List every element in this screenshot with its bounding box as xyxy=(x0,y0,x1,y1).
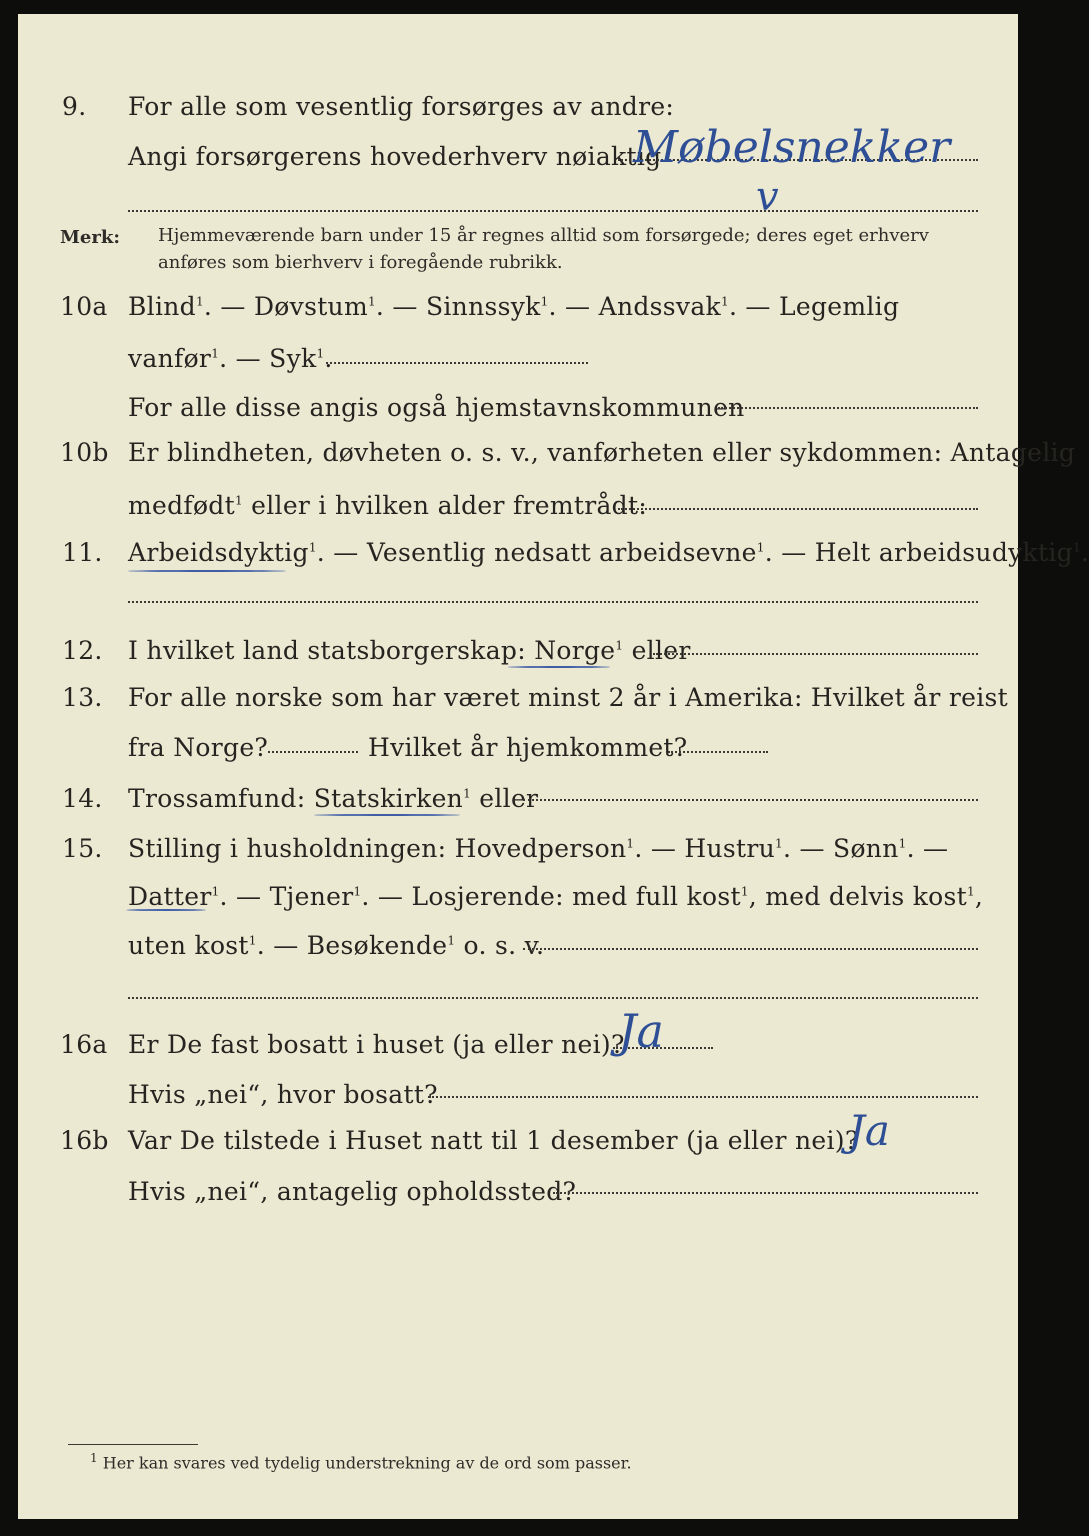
answer-line[interactable] xyxy=(326,362,588,364)
item-number: 13. xyxy=(62,683,103,712)
item-number: 15. xyxy=(62,834,103,863)
answer-line[interactable] xyxy=(553,1192,978,1194)
answer-line[interactable] xyxy=(668,751,768,753)
item-text: For alle som vesentlig forsørges av andre: xyxy=(128,92,675,121)
handwritten-underline xyxy=(126,909,206,911)
item-number: 12. xyxy=(62,636,103,665)
answer-line[interactable] xyxy=(268,751,358,753)
item-number: 10a xyxy=(60,292,108,321)
form-page: 9. For alle som vesentlig forsørges av andre: Angi forsørgerens hovederhverv nøiaktig Møbelsnekker v Merk: Hjemmeværende barn under 15 år regnes alltid som forsørgede; deres eget erhverv anføres som bierhverv i foregående rubrikk. 10a Blind$^1$. — Døvstum$^1$. — Sinnssyk$^1$. — Andssvak$^1$. — Legemlig vanfør$^1$. — Syk$^1$. For alle disse angis også hjemstavnskommunen 10b Er blindheten, døvheten o. s. v., vanførheten eller sykdommen: Antagelig medfødt$^1$ eller i hvilken alder fremtrådt: 11. Arbeidsdyktig$^1$. — Vesentlig nedsatt arbeidsevne$^1$. — Helt arbeidsudyktig$^1$. 12. I hvilket land statsborgerskap: Norge$^1$ eller 13. For alle norske som har været minst 2 år i Amerika: Hvilket år reist fra Norge? Hvilket år hjemkommet? 14. Trossamfund: Statskirken$^1$ eller 15. Stilling i husholdningen: Hovedperson$^1$. — Hustru$^1$. — Sønn$^1$. — Datter$^1$. — Tjener$^1$. — Losjerende: med full kost$^1$, med delvis kost$^1$, uten kost$^1$. — Besøkende$^1$ o. s. v. 16a Er De fast bosatt i huset (ja eller nei)? Ja Hvis „nei“, hvor bosatt? 16b Var De tilstede i Huset natt til 1 desember (ja eller nei)? Ja Hvis „nei“, antagelig opholdssted? $^1$ Her kan svares ved tydelig understrekning av de ord som passer. xyxy=(18,14,1018,1519)
item-number: 9. xyxy=(62,92,87,121)
answer-line[interactable] xyxy=(653,653,978,655)
handwritten-answer-present: Ja xyxy=(848,1106,890,1155)
handwritten-underline xyxy=(128,570,286,572)
handwritten-answer-resident: Ja xyxy=(618,1004,664,1058)
item-number: 11. xyxy=(62,538,103,567)
item-number: 16b xyxy=(60,1126,109,1155)
handwritten-answer-occupation: Møbelsnekker xyxy=(633,122,951,173)
note-text-line-2: anføres som bierhverv i foregående rubrikk. xyxy=(158,252,563,273)
item-text: Blind$^1$. — Døvstum$^1$. — Sinnssyk$^1$. — Andssvak$^1$. — Legemlig xyxy=(128,292,900,321)
answer-line[interactable] xyxy=(718,407,978,409)
handwritten-underline xyxy=(314,814,460,816)
answer-line[interactable] xyxy=(128,601,978,603)
item-number: 16a xyxy=(60,1030,108,1059)
answer-line[interactable] xyxy=(128,210,978,212)
answer-line[interactable] xyxy=(128,997,978,999)
answer-line[interactable] xyxy=(428,1096,978,1098)
item-number: 10b xyxy=(60,438,109,467)
answer-line[interactable] xyxy=(523,948,978,950)
footnote: $^1$ Her kan svares ved tydelig understrekning av de ord som passer. xyxy=(90,1451,632,1473)
note-text-line-1: Hjemmeværende barn under 15 år regnes alltid som forsørgede; deres eget erhverv xyxy=(158,225,929,246)
item-text: Angi forsørgerens hovederhverv nøiaktig xyxy=(128,142,662,171)
handwritten-mark: v xyxy=(756,174,779,220)
note-label: Merk: xyxy=(60,227,120,248)
answer-line[interactable] xyxy=(618,508,978,510)
footnote-rule xyxy=(68,1444,198,1445)
item-number: 14. xyxy=(62,784,103,813)
answer-line[interactable] xyxy=(523,799,978,801)
handwritten-underline xyxy=(508,666,610,668)
